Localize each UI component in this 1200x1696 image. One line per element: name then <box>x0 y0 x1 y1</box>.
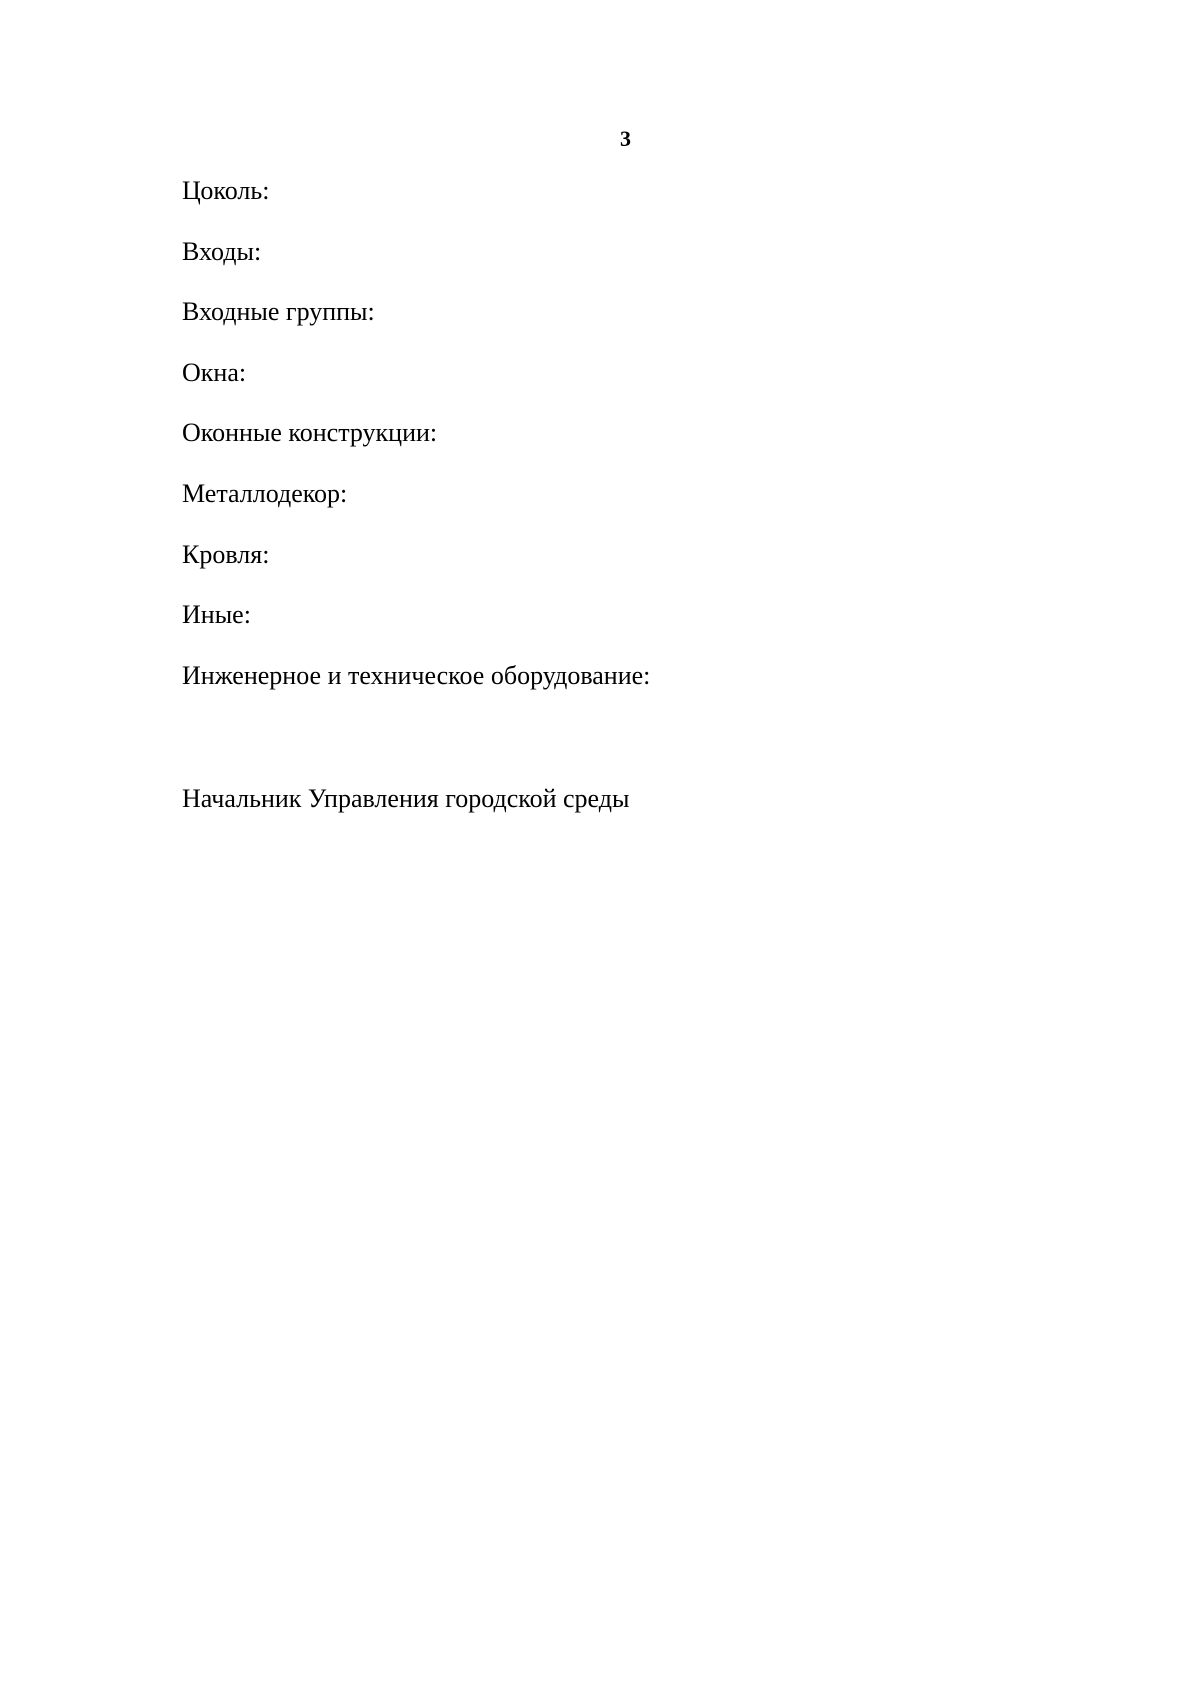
field-label-plinth: Цоколь: <box>182 176 270 205</box>
field-label-windows: Окна: <box>182 357 247 387</box>
field-label-metal-decor: Металлодекор: <box>182 478 348 508</box>
field-list <box>182 176 650 721</box>
field-label-entrances: Входы: <box>182 236 262 266</box>
field-label-other: Иные: <box>182 600 251 630</box>
page-number: 3 <box>620 126 631 151</box>
signature-title: Начальник Управления городской среды <box>182 784 630 813</box>
field-label-engineering-equipment: Инженерное и техническое оборудование: <box>182 660 651 690</box>
field-label-window-constructions: Оконные конструкции: <box>182 418 438 448</box>
field-label-roof: Кровля: <box>182 539 270 569</box>
field-label-entrance-groups: Входные группы: <box>182 297 375 327</box>
